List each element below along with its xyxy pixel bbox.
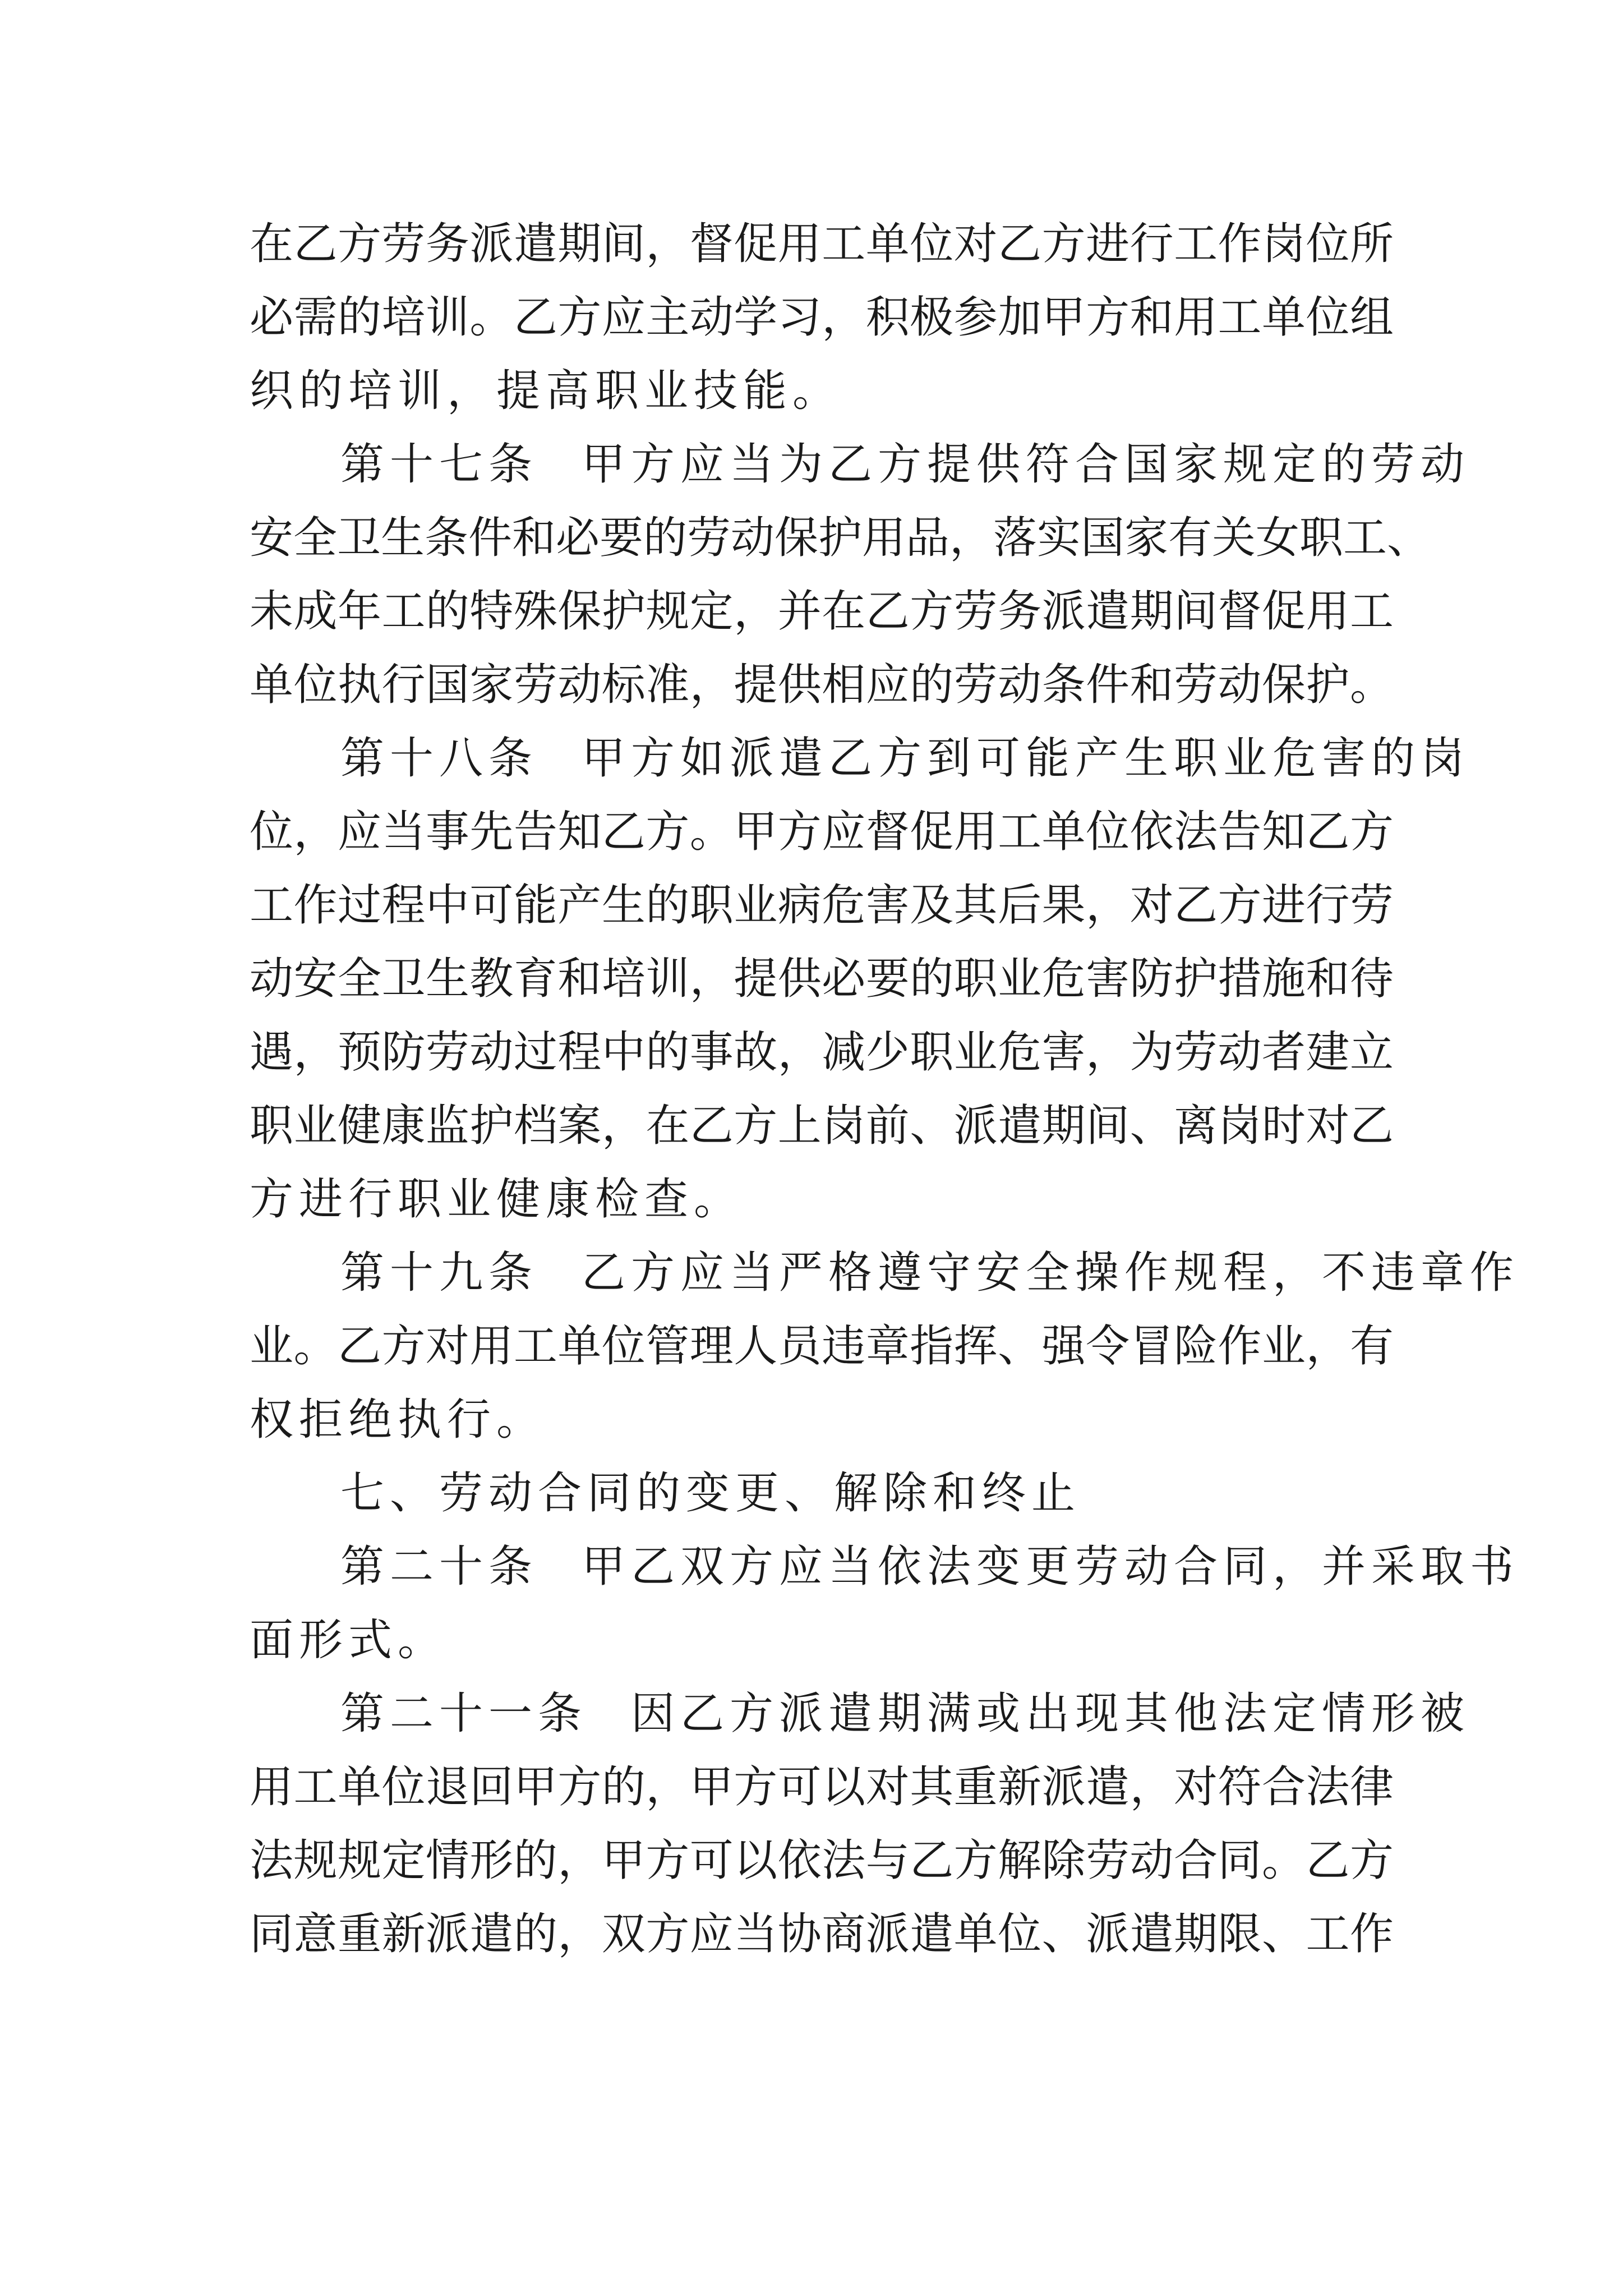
document-body bbox=[250, 208, 1520, 1971]
line-text: 同意重新派遣的，双方应当协商派遣单位、派遣期限、工作 bbox=[250, 1909, 1394, 1959]
article-label: 第二十条 bbox=[340, 1542, 538, 1592]
paragraph-line bbox=[250, 1383, 1394, 1457]
line-text: 甲方应当为乙方提供符合国家规定的劳动 bbox=[582, 439, 1470, 490]
line-text: 业。乙方对用工单位管理人员违章指挥、强令冒险作业，有 bbox=[250, 1321, 1394, 1372]
line-text: 遇，预防劳动过程中的事故，减少职业危害，为劳动者建立 bbox=[250, 1027, 1394, 1078]
article-20-heading-line bbox=[250, 1530, 1520, 1604]
paragraph-line bbox=[250, 501, 1431, 575]
article-label: 第十八条 bbox=[340, 733, 538, 784]
line-text: 用工单位退回甲方的，甲方可以对其重新派遣，对符合法律 bbox=[250, 1762, 1394, 1812]
paragraph-line bbox=[250, 795, 1394, 869]
line-text: 权拒绝执行。 bbox=[250, 1395, 546, 1445]
article-19-heading-line bbox=[250, 1236, 1520, 1310]
line-text: 面形式。 bbox=[250, 1615, 448, 1665]
paragraph-line bbox=[250, 1751, 1394, 1824]
article-label: 第十九条 bbox=[340, 1248, 538, 1298]
paragraph-line bbox=[250, 575, 1394, 648]
paragraph-line bbox=[250, 1824, 1394, 1898]
line-text: 单位执行国家劳动标准，提供相应的劳动条件和劳动保护。 bbox=[250, 660, 1394, 710]
line-text: 甲方如派遣乙方到可能产生职业危害的岗 bbox=[582, 733, 1470, 784]
paragraph-line bbox=[250, 1898, 1394, 1971]
paragraph-line bbox=[250, 1089, 1394, 1163]
line-text: 位，应当事先告知乙方。甲方应督促用工单位依法告知乙方 bbox=[250, 807, 1394, 857]
line-text: 未成年工的特殊保护规定，并在乙方劳务派遣期间督促用工 bbox=[250, 586, 1394, 637]
section-title: 七、劳动合同的变更、解除和终止 bbox=[340, 1468, 1081, 1519]
line-text: 甲乙双方应当依法变更劳动合同，并采取书 bbox=[582, 1542, 1520, 1592]
line-text: 法规规定情形的，甲方可以依法与乙方解除劳动合同。乙方 bbox=[250, 1835, 1394, 1886]
line-text: 织的培训，提高职业技能。 bbox=[250, 366, 842, 416]
line-text: 安全卫生条件和必要的劳动保护用品，落实国家有关女职工、 bbox=[250, 513, 1431, 563]
paragraph-line bbox=[250, 869, 1394, 942]
article-18-heading-line bbox=[250, 722, 1470, 795]
article-21-heading-line bbox=[250, 1677, 1470, 1751]
line-text: 工作过程中可能产生的职业病危害及其后果，对乙方进行劳 bbox=[250, 880, 1394, 931]
article-label: 第二十一条 bbox=[340, 1688, 588, 1739]
paragraph-line bbox=[250, 281, 1394, 355]
paragraph-line bbox=[250, 1163, 1394, 1236]
paragraph-line bbox=[250, 942, 1394, 1016]
article-label: 第十七条 bbox=[340, 439, 538, 490]
line-text: 方进行职业健康检查。 bbox=[250, 1174, 744, 1225]
paragraph-line bbox=[250, 1310, 1394, 1383]
line-text: 动安全卫生教育和培训，提供必要的职业危害防护措施和待 bbox=[250, 954, 1394, 1004]
line-text: 职业健康监护档案，在乙方上岗前、派遣期间、离岗时对乙 bbox=[250, 1101, 1394, 1151]
paragraph-line bbox=[250, 1016, 1394, 1089]
paragraph-line bbox=[250, 1604, 1394, 1677]
paragraph-line bbox=[250, 355, 1394, 428]
line-text: 因乙方派遣期满或出现其他法定情形被 bbox=[631, 1688, 1470, 1739]
article-17-heading-line bbox=[250, 428, 1470, 501]
line-text: 在乙方劳务派遣期间，督促用工单位对乙方进行工作岗位所 bbox=[250, 219, 1394, 269]
section-heading bbox=[250, 1457, 1394, 1530]
line-text: 必需的培训。乙方应主动学习，积极参加甲方和用工单位组 bbox=[250, 292, 1394, 343]
line-text: 乙方应当严格遵守安全操作规程，不违章作 bbox=[582, 1248, 1520, 1298]
paragraph-line bbox=[250, 648, 1394, 722]
paragraph-line bbox=[250, 208, 1394, 281]
